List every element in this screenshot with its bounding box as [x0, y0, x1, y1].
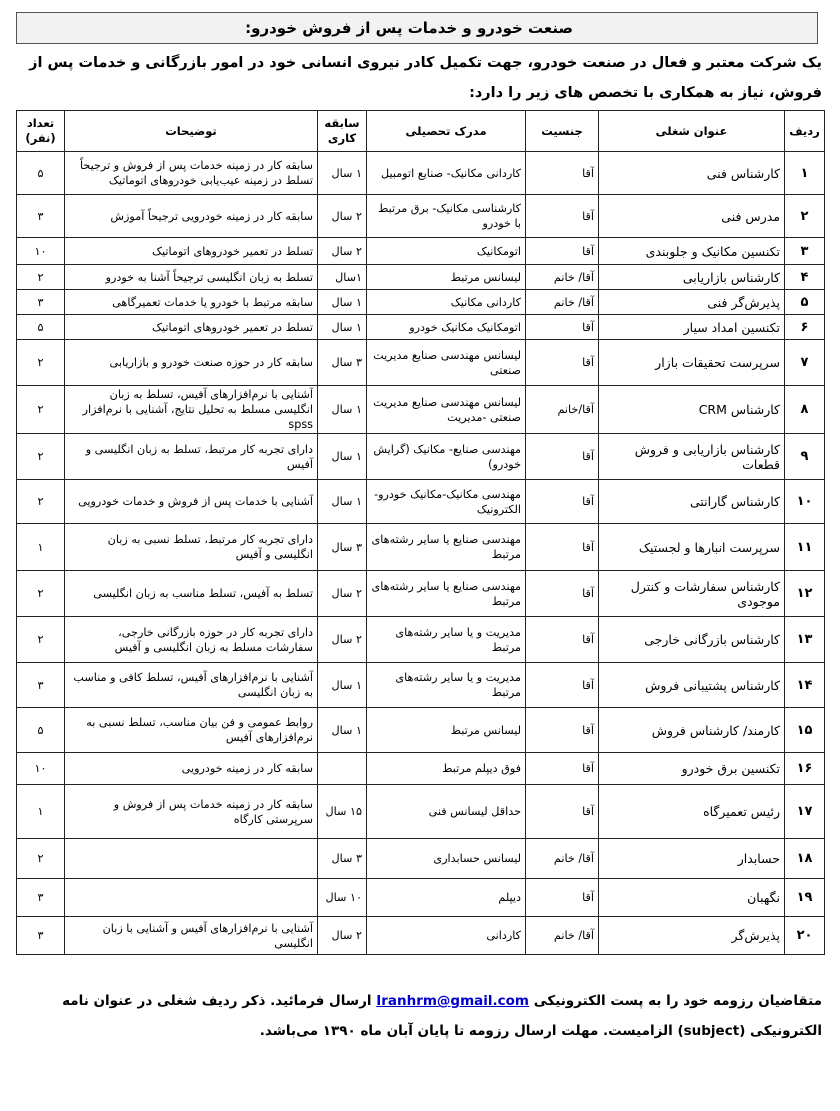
cell-radif: ۲۰ — [785, 917, 825, 955]
cell-radif: ۱۲ — [785, 571, 825, 617]
cell-description: سابقه کار در زمینه خدمات پس از فروش و ترجیحاً تسلط در زمینه عیب‌یابی خودروهای اتوماتیک — [65, 152, 318, 195]
table-row — [17, 708, 825, 753]
cell-radif: ۱۳ — [785, 617, 825, 663]
cell-radif: ۱۹ — [785, 879, 825, 917]
page-title-box — [16, 12, 818, 44]
cell-experience: ۳ سال — [318, 839, 367, 879]
table-row — [17, 152, 825, 195]
table-row — [17, 917, 825, 955]
cell-radif: ۷ — [785, 340, 825, 386]
cell-description: سابقه مرتبط با خودرو یا خدمات تعمیرگاهی — [65, 290, 318, 315]
cell-gender: آقا — [526, 434, 599, 480]
table-row — [17, 753, 825, 785]
cell-degree: مهندسی صنایع یا سایر رشته‌های مرتبط — [367, 571, 526, 617]
cell-gender: آقا — [526, 152, 599, 195]
cell-job-title: کارشناس سفارشات و کنترل موجودی — [599, 571, 785, 617]
cell-count: ۲ — [17, 340, 65, 386]
cell-degree: لیسانس مهندسی صنایع مدیریت صنعتی -مدیریت — [367, 386, 526, 434]
intro-text: یک شرکت معتبر و فعال در صنعت خودرو، جهت تکمیل کادر نیروی انسانی خود در امور بازرگانی و خدمات پس از فروش، نیاز به همکاری با تخصص های زیر را دارد: — [29, 55, 822, 101]
cell-description — [65, 879, 318, 917]
cell-radif: ۴ — [785, 265, 825, 290]
footer-text — [14, 986, 822, 1046]
cell-degree: لیسانس مرتبط — [367, 265, 526, 290]
cell-count: ۲ — [17, 571, 65, 617]
cell-radif: ۱۵ — [785, 708, 825, 753]
cell-gender: آقا/ خانم — [526, 265, 599, 290]
cell-gender: آقا — [526, 238, 599, 265]
cell-count: ۱۰ — [17, 753, 65, 785]
cell-radif: ۱۷ — [785, 785, 825, 839]
cell-radif: ۳ — [785, 238, 825, 265]
table-row — [17, 434, 825, 480]
cell-radif: ۱۸ — [785, 839, 825, 879]
cell-description: آشنایی با نرم‌افزارهای آفیس، تسلط به زبان انگلیسی مسلط به تحلیل نتایج، آشنایی با نرم‌افزار spss — [65, 386, 318, 434]
table-row — [17, 238, 825, 265]
cell-description: آشنایی با نرم‌افزارهای آفیس، تسلط کافی و مناسب به زبان انگلیسی — [65, 663, 318, 708]
cell-job-title: سرپرست تحقیقات بازار — [599, 340, 785, 386]
cell-description: تسلط به آفیس، تسلط مناسب به زبان انگلیسی — [65, 571, 318, 617]
cell-description: آشنایی با خدمات پس از فروش و خدمات خودرویی — [65, 480, 318, 524]
email-link[interactable]: Iranhrm@gmail.com — [376, 993, 529, 1009]
cell-gender: آقا — [526, 571, 599, 617]
cell-gender: آقا — [526, 879, 599, 917]
cell-gender: آقا — [526, 708, 599, 753]
cell-job-title: تکنسین برق خودرو — [599, 753, 785, 785]
cell-gender: آقا — [526, 753, 599, 785]
cell-experience: ۱ سال — [318, 663, 367, 708]
table-header-row — [17, 111, 825, 152]
header-count: تعداد (نفر) — [17, 111, 65, 152]
table-row — [17, 340, 825, 386]
cell-radif: ۱۱ — [785, 524, 825, 571]
cell-job-title: نگهبان — [599, 879, 785, 917]
cell-job-title: تکنسین مکانیک و جلوبندی — [599, 238, 785, 265]
cell-gender: آقا/خانم — [526, 386, 599, 434]
cell-radif: ۲ — [785, 195, 825, 238]
cell-count: ۲ — [17, 265, 65, 290]
table-row — [17, 663, 825, 708]
cell-job-title: رئیس تعمیرگاه — [599, 785, 785, 839]
cell-job-title: کارشناس فنی — [599, 152, 785, 195]
cell-degree: لیسانس حسابداری — [367, 839, 526, 879]
table-row — [17, 617, 825, 663]
cell-description: تسلط در تعمیر خودروهای اتوماتیک — [65, 315, 318, 340]
cell-count: ۲ — [17, 617, 65, 663]
cell-description: تسلط به زبان انگلیسی ترجیحاً آشنا به خودرو — [65, 265, 318, 290]
cell-job-title: کارشناس پشتیبانی فروش — [599, 663, 785, 708]
cell-gender: آقا — [526, 340, 599, 386]
table-row — [17, 386, 825, 434]
cell-radif: ۱۰ — [785, 480, 825, 524]
cell-job-title: پذیرش‌گر فنی — [599, 290, 785, 315]
cell-count: ۲ — [17, 386, 65, 434]
cell-count: ۳ — [17, 663, 65, 708]
table-row — [17, 480, 825, 524]
cell-count: ۲ — [17, 480, 65, 524]
cell-degree: اتومکانیک — [367, 238, 526, 265]
cell-count: ۱ — [17, 524, 65, 571]
cell-degree: مهندسی صنایع- مکانیک (گرایش خودرو) — [367, 434, 526, 480]
cell-experience: ۳ سال — [318, 524, 367, 571]
cell-degree: اتومکانیک مکانیک خودرو — [367, 315, 526, 340]
cell-description: روابط عمومی و فن بیان مناسب، تسلط نسبی به نرم‌افزارهای آفیس — [65, 708, 318, 753]
cell-experience: ۱ سال — [318, 434, 367, 480]
cell-experience: ۳ سال — [318, 340, 367, 386]
cell-radif: ۵ — [785, 290, 825, 315]
cell-degree: فوق دیپلم مرتبط — [367, 753, 526, 785]
cell-job-title: کارشناس بازرگانی خارجی — [599, 617, 785, 663]
table-row — [17, 265, 825, 290]
cell-experience: ۲ سال — [318, 617, 367, 663]
cell-count: ۳ — [17, 290, 65, 315]
cell-experience: ۱ سال — [318, 152, 367, 195]
cell-experience: ۱۵ سال — [318, 785, 367, 839]
table-row — [17, 290, 825, 315]
cell-degree: مهندسی مکانیک-مکانیک خودرو-الکترونیک — [367, 480, 526, 524]
table-row — [17, 879, 825, 917]
cell-experience: ۱ سال — [318, 290, 367, 315]
footer-part2: ارسال فرمائید. ذکر ردیف شغلی در عنوان نامه الکترونیکی (subject) الزامیست. مهلت ارسال رزومه تا پایان آبان ماه ۱۳۹۰ می‌باشد. — [62, 993, 822, 1039]
cell-description: تسلط در تعمیر خودروهای اتوماتیک — [65, 238, 318, 265]
cell-degree: کارشناسی مکانیک- برق مرتبط با خودرو — [367, 195, 526, 238]
cell-gender: آقا/ خانم — [526, 839, 599, 879]
cell-radif: ۹ — [785, 434, 825, 480]
cell-degree: مهندسی صنایع یا سایر رشته‌های مرتبط — [367, 524, 526, 571]
cell-gender: آقا — [526, 663, 599, 708]
cell-count: ۲ — [17, 839, 65, 879]
cell-radif: ۱۴ — [785, 663, 825, 708]
cell-job-title: مدرس فنی — [599, 195, 785, 238]
cell-job-title: تکنسین امداد سیار — [599, 315, 785, 340]
cell-job-title: کارشناس گارانتی — [599, 480, 785, 524]
table-row — [17, 785, 825, 839]
cell-degree: حداقل لیسانس فنی — [367, 785, 526, 839]
cell-experience: ۱ سال — [318, 386, 367, 434]
table-row — [17, 524, 825, 571]
cell-radif: ۶ — [785, 315, 825, 340]
cell-experience: ۱ سال — [318, 480, 367, 524]
cell-degree: کاردانی — [367, 917, 526, 955]
header-experience: سابقه کاری — [318, 111, 367, 152]
cell-radif: ۱۶ — [785, 753, 825, 785]
table-row — [17, 195, 825, 238]
cell-degree: مدیریت و یا سایر رشته‌های مرتبط — [367, 617, 526, 663]
table-row — [17, 839, 825, 879]
cell-description: دارای تجربه کار مرتبط، تسلط به زبان انگلیسی و آفیس — [65, 434, 318, 480]
cell-job-title: کارشناس بازاریابی — [599, 265, 785, 290]
cell-degree: مدیریت و یا سایر رشته‌های مرتبط — [367, 663, 526, 708]
cell-description: سابقه کار در زمینه خدمات پس از فروش و سرپرستی کارگاه — [65, 785, 318, 839]
cell-gender: آقا — [526, 195, 599, 238]
cell-gender: آقا — [526, 617, 599, 663]
cell-count: ۳ — [17, 879, 65, 917]
page-title: صنعت خودرو و خدمات پس از فروش خودرو: — [245, 19, 573, 37]
cell-count: ۲ — [17, 434, 65, 480]
cell-experience: ۲ سال — [318, 571, 367, 617]
cell-gender: آقا — [526, 785, 599, 839]
cell-job-title: سرپرست انبارها و لجستیک — [599, 524, 785, 571]
cell-description: آشنایی با نرم‌افزارهای آفیس و آشنایی با زبان انگلیسی — [65, 917, 318, 955]
cell-degree: دیپلم — [367, 879, 526, 917]
header-degree: مدرک تحصیلی — [367, 111, 526, 152]
table-row — [17, 315, 825, 340]
cell-gender: آقا — [526, 315, 599, 340]
cell-radif: ۱ — [785, 152, 825, 195]
cell-experience: ۱سال — [318, 265, 367, 290]
cell-count: ۳ — [17, 917, 65, 955]
cell-experience — [318, 753, 367, 785]
header-radif: ردیف — [785, 111, 825, 152]
cell-count: ۱ — [17, 785, 65, 839]
header-title: عنوان شغلی — [599, 111, 785, 152]
cell-degree: لیسانس مرتبط — [367, 708, 526, 753]
header-description: توضیحات — [65, 111, 318, 152]
cell-gender: آقا — [526, 480, 599, 524]
header-gender: جنسیت — [526, 111, 599, 152]
cell-experience: ۱ سال — [318, 708, 367, 753]
cell-count: ۳ — [17, 195, 65, 238]
cell-count: ۵ — [17, 152, 65, 195]
footer-part1: متقاضیان رزومه خود را به پست الکترونیکی — [533, 993, 822, 1009]
cell-count: ۱۰ — [17, 238, 65, 265]
jobs-table — [16, 110, 825, 955]
cell-job-title: پذیرش‌گر — [599, 917, 785, 955]
cell-description — [65, 839, 318, 879]
cell-experience: ۲ سال — [318, 917, 367, 955]
cell-job-title: کارشناس CRM — [599, 386, 785, 434]
cell-job-title: کارشناس بازاریابی و فروش قطعات — [599, 434, 785, 480]
cell-experience: ۱۰ سال — [318, 879, 367, 917]
cell-experience: ۱ سال — [318, 315, 367, 340]
cell-description: سابقه کار در زمینه خودرویی — [65, 753, 318, 785]
cell-gender: آقا/ خانم — [526, 290, 599, 315]
cell-description: سابقه کار در حوزه صنعت خودرو و بازاریابی — [65, 340, 318, 386]
cell-gender: آقا/ خانم — [526, 917, 599, 955]
cell-count: ۵ — [17, 315, 65, 340]
cell-gender: آقا — [526, 524, 599, 571]
cell-radif: ۸ — [785, 386, 825, 434]
cell-description: دارای تجربه کار در حوزه بازرگانی خارجی، سفارشات مسلط به زبان انگلیسی و آفیس — [65, 617, 318, 663]
cell-experience: ۲ سال — [318, 238, 367, 265]
table-row — [17, 571, 825, 617]
cell-description: سابقه کار در زمینه خودرویی ترجیحاً آموزش — [65, 195, 318, 238]
cell-experience: ۲ سال — [318, 195, 367, 238]
cell-degree: کاردانی مکانیک- صنایع اتومبیل — [367, 152, 526, 195]
cell-count: ۵ — [17, 708, 65, 753]
cell-description: دارای تجربه کار مرتبط، تسلط نسبی به زبان انگلیسی و آفیس — [65, 524, 318, 571]
cell-degree: لیسانس مهندسی صنایع مدیریت صنعتی — [367, 340, 526, 386]
cell-job-title: حسابدار — [599, 839, 785, 879]
cell-job-title: کارمند/ کارشناس فروش — [599, 708, 785, 753]
cell-degree: کاردانی مکانیک — [367, 290, 526, 315]
